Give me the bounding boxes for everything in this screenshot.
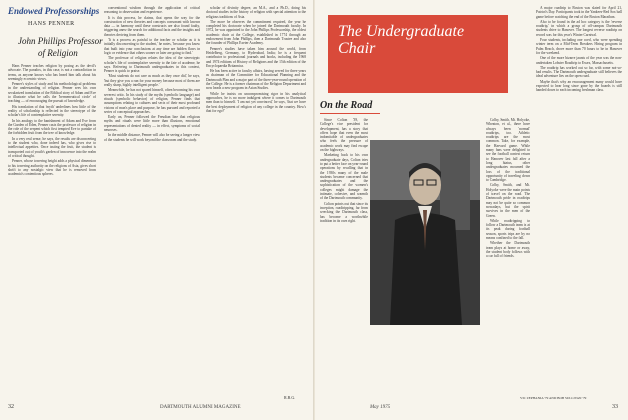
paragraph: Also to be found in the ad hoc category is the 'reverse roadtrip,' in which a group of off-campus Dartmouth students drive to Hanover. The longest reverse roadtrip on record was for this year's Winter Carnival. (536, 19, 622, 37)
paragraph: The roadtrip has worked out so far, with some not-so-bad results. The Dartmouth undergraduate still believes the ideal adventure lies on the open road. (536, 65, 622, 79)
right-column-2 (486, 118, 530, 398)
paragraph: A major roadtrip to Boston was slated for April 21, Patriot's Day. Participants took in the Yankees-Red Sox ball game before watching the end of the Boston Marathon. (536, 6, 622, 19)
left-page-number: 32 (8, 404, 14, 410)
section-title: Endowed Professorships (8, 6, 100, 16)
left-column-1 (8, 64, 96, 394)
paragraph: In a very real sense, he says, the results are disconcerting to the student who, done indeed has, who gives rise to intellectual appetites. Once tasting the fruit, the student is transported out of youth's garden of innocence into the realm of critical thought. (8, 136, 96, 158)
right-page-number: 33 (612, 404, 618, 410)
paragraph: In the middle distance, Penner will also be seeing a longer view of the students he will work beyond the classroom and the study. (104, 133, 200, 142)
article-heading: On the Road (320, 100, 373, 111)
paragraph: scholar of divinity degree, an M.A., and a Ph.D., doing his doctoral studies in the history of religion with special attention to the religious traditions of Asia. (206, 6, 306, 19)
right-column-1 (320, 118, 368, 398)
paragraph: While he insists on uncompromising rigor in his analytical approaches, he is no more indulgent where it comes to Dartmouth men than to himself. 'I am not yet convinced,' he says, 'that we have the best deployment of religion of any college in the country. How's that for ego?' (206, 91, 306, 113)
paragraph: His translation of that 'myth' underlines how little of the reality of scholarship is reflected in the stereotype of the scholar's life of contemplative serenity. (8, 104, 96, 118)
paragraph: He has been active in faculty affairs, having served for three years as chairman of the Committee for Educational Planning and the Dartmouth Plan and a major part of the three-year-round operation of the College. He is a former chairman of the Religion Department and now heads a new program in Asian Studies. (206, 69, 306, 91)
paragraph: Maybe that's why an encouragement many would have expected to hear long since gone by the boards is still handed down to each incoming freshman class. (536, 79, 622, 93)
author-name: HANS PENNER (28, 21, 75, 27)
left-signature: R.B.G. (284, 395, 296, 400)
paragraph: Marketing back to his own undergraduate days, Colton tries to put a better face on year-round operations by recalling that in the 1930s many of the male students became concerned that undergraduates and the sophistication of the women's colleges might damage the intimate, cohesive, and warmth of the Dartmouth community. (320, 153, 368, 201)
paragraph: Whether the Dartmouth team plays at home or away, the student body follows with a car full of friends. (486, 241, 530, 259)
left-column-3 (206, 6, 306, 306)
paragraph: The professor of religion relates the idea of the stereotypic scholar's life of contemplative serenity to the fate of academe, he says. Referring to Dartmouth undergraduates in this context, Penner is quick to praise. (104, 56, 200, 74)
left-footer-publication: DARTMOUTH ALUMNI MAGAZINE (160, 405, 241, 410)
portrait-photo (370, 140, 480, 325)
page-gutter (313, 0, 315, 420)
paragraph: 'It is a process as painful to the teacher or scholar as it is initially disconcerting to the student,' he notes, 'because you know that built into your conclusions at any time are hidden flaws in logic or evidence that others sooner or later are going to find.' (104, 38, 200, 55)
paragraph: The more he observes the commitment required, the year he completed his doctorate when he joined the Dartmouth faculty. In 1972, he was appointed to the John Phillips Professorship, the oldest academic chair at the College, established in 1774 through an endowment from John Phillips, then a Dartmouth Trustee and also the founder of Phillips Exeter Academy. (206, 19, 306, 46)
chair-title-line1: John Phillips Professor (18, 36, 103, 46)
paragraph: Penner, whose towering height adds a physical dimension to his towering authority on the religions of Asia, gives short shrift to any nostalgic view that he is removed from academia's contentious spheres. (8, 159, 96, 177)
paragraph: Colton points out that since its inception, roadtripping, far from wrecking the Dartmouth class, has become a worthwhile tradition in its own right. (320, 201, 368, 223)
department-title: The Undergraduate Chair (338, 23, 465, 57)
paragraph: Meanwhile, he has not spared himself, often becoming his own severest critic. In his study of the myths (symbolic language) and rituals (symbolic behavior) of religion, Penner finds that assumptions relating to cultures and sects of their most profound visions of man's place and purpose, he has pursued and reported a series of conceptual approaches. (104, 88, 200, 114)
right-signature: VIC ZEPHANIA '79 AND BOB SULLIVAN '79 (520, 396, 587, 400)
chair-title-line2: of Religion (38, 48, 78, 58)
paragraph: In his analogy to the banishment of Adam and Eve from the Garden of Eden, Penner casts the professor of religion in the role of the serpent which first tempted Eve to partake of the forbidden fruit from the tree of knowledge. (8, 118, 96, 136)
paragraph: Colby, Smith, and Mt. Holyoke were the main points of travel on the road. The Dartmouth pride in roadtrips may not be quite so common nowadays, but the spirit survives in the men of the Green. (486, 183, 530, 218)
paragraph: It is this process, he claims, that opens the way for the construction of new theories and concepts consonant with known data — in harmony until these constructs are also found faulty, triggering anew the search for additional facts and the insights and theories deriving from them. (104, 15, 200, 37)
department-title-box (328, 15, 508, 93)
paragraph: conventional wisdom through the application of critical reasoning to observation and experience. (104, 6, 200, 15)
paragraph: One of the more bizarre jaunts of the year was the non-undertaken Lobster Roadtrip to Essex, Massachusetts. (536, 56, 622, 65)
paragraph: Early on, Penner followed the Freudian line that religious myths and rituals were little more than illusions, emotional representations of denied reality — in effect, symptoms of social neuroses. (104, 115, 200, 133)
right-column-3 (536, 6, 622, 394)
right-footer-date: May 1975 (370, 405, 391, 410)
paragraph: Since Colton '39, the College's vice president for development, has a story that offers hope that even the most indomitable of undergraduates who feels the pressure of academic work may find escape on the highways. (320, 118, 368, 153)
paragraph: Hans Penner teaches religion by posing as the devil's advocate. The paradox, in this case, is not a contradiction in terms, as anyone knows who has heard him talk about his seemingly eccentric views. (8, 64, 96, 81)
left-column-2 (104, 6, 200, 394)
paragraph: Four students, including one coed, who were spending winter term on a Mid-Term Breakers Hiring program in Palm Beach, drove more than 70 hours to be in Hanover for the weekend. (536, 38, 622, 55)
heading-rule (320, 113, 380, 114)
paragraph: While roadtripping to follow a Dartmouth team is at its peak during football season, sports trips are by no means confined to the fall. (486, 218, 530, 241)
portrait-illustration (370, 140, 480, 325)
paragraph: Colby, Smith, Mt. Holyoke, Wheaton, et al., there have always been 'normal' roadtrips, too. Athletic roadtrips are the most common. Take, for example, the Harvard game. While many fans were delighted to see the football contest return to Hanover last fall after a long hiatus, other undergraduates mourned the loss of the traditional opportunity of traveling down to Cambridge. (486, 118, 530, 183)
paragraph: Penner's styles of study and his methodological problems in the understanding of religion. Penner sees his own secularized translation of the Biblical story of Adam and Eve to illustrate what he calls the 'hermeneutical circle' of teaching — of encouraging the pursuit of knowledge. (8, 82, 96, 104)
paragraph: Penner's studies have taken him around the world, from Heidelberg, Germany, to Hyderabad, India; he is a frequent contributor to professional journals and books, including the 1968 and 1974 editions of History of Religions and the 15th edition of the Encyclopaedia Britannica. (206, 46, 306, 68)
paragraph: 'Most students do not care as much as they once did,' he says, 'but they give you a run for your money because most of them are really sharp, highly intelligent people.' (104, 74, 200, 88)
